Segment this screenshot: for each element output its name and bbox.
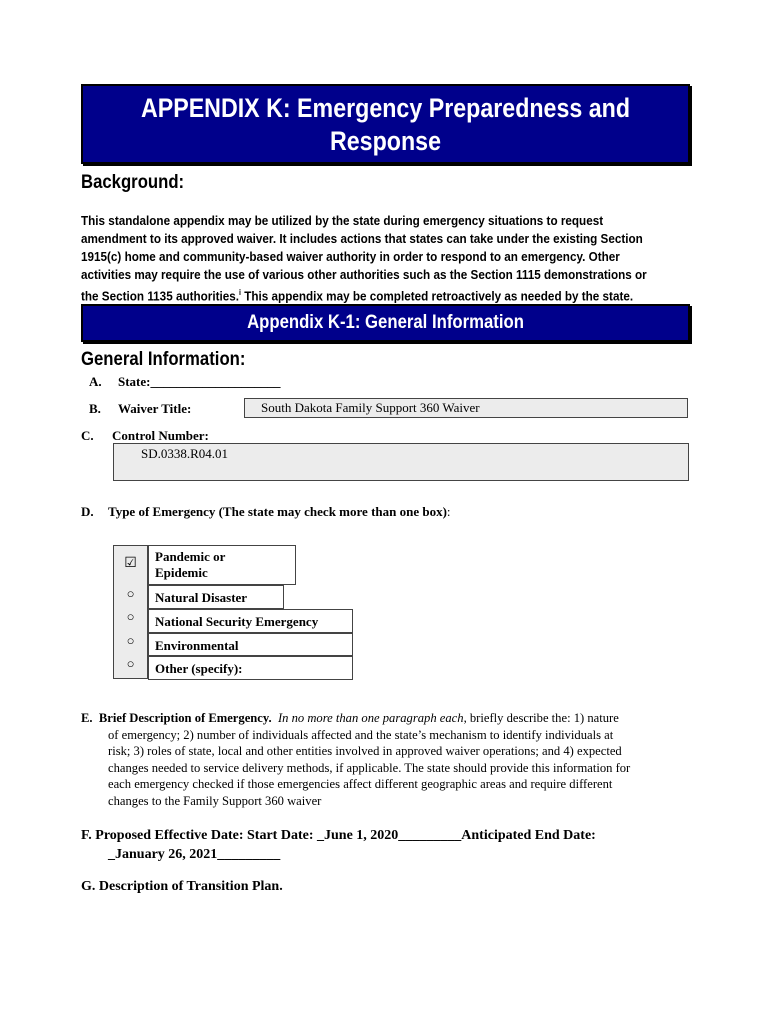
radio-icon[interactable]: ○ [126,586,135,601]
general-info-heading: General Information: [81,349,246,370]
background-line: the Section 1135 authorities.$^i$ This appendix may be completed retroactively as needed by the state. [81,288,634,304]
appendix-title [125,86,645,158]
k1-title: Appendix K-1: General Information [247,312,524,333]
section-e-body: of emergency; 2) number of individuals affected and the state’s mechanism to identify individuals at risk; 3) roles of state, local and other entities involved in approved waiver operations; and 4) expected changes needed to service delivery methods, if applicable. The state should provide this information for each emergency checked if those emergencies affect different geographic areas and require different changes to the Family Support 360 waiver [108,727,631,808]
state-field[interactable]: State:____________________ [118,374,281,389]
emergency-option-pandemic: Pandemic or Epidemic [148,545,296,585]
background-line: This standalone appendix may be utilized by the state during emergency situations to request [81,213,604,228]
appendix-title-line1: APPENDIX K: Emergency Preparedness and [140,93,631,123]
background-heading: Background: [81,172,185,193]
footnote-marker[interactable]: i [239,288,241,297]
emergency-option-natural-disaster: Natural Disaster [148,585,284,609]
control-number-field[interactable] [113,443,689,481]
background-line: amendment to its approved waiver. It includes actions that states can take under the existing Section [81,231,643,246]
background-line: activities may require the use of various other authorities such as the Section 1115 demonstrations or [81,267,647,282]
emergency-option-national-security: National Security Emergency [148,609,353,633]
appendix-title-line2: Response [330,126,441,156]
item-c-letter: C. [81,428,94,443]
section-e-paragraph [81,710,691,809]
radio-icon[interactable]: ○ [126,633,135,648]
item-b-letter: B. [89,401,101,416]
waiver-title-label: Waiver Title: [118,401,192,416]
section-f-effective-date[interactable] [81,826,691,864]
checked-checkbox-icon[interactable]: ☑ [124,556,137,571]
emergency-option-environmental: Environmental [148,633,353,656]
control-number-label: Control Number: [112,428,209,443]
emergency-option-other: Other (specify): [148,656,353,680]
item-a-letter: A. [89,374,102,389]
waiver-title-field[interactable] [244,398,688,418]
end-date-line: _January 26, 2021_________ [108,847,281,862]
background-paragraph [81,212,688,305]
section-g-transition-plan: G. Description of Transition Plan. [81,879,283,894]
start-date-line: F. Proposed Effective Date: Start Date: _June 1, 2020_________Anticipated End Date: [81,828,596,843]
background-line: 1915(c) home and community-based waiver authority in order to respond to an emergency. Other [81,249,620,264]
emergency-type-label: Type of Emergency (The state may check more than one box): [108,504,451,519]
section-e-first-line: E. Brief Description of Emergency. In no more than one paragraph each, briefly describe the: 1) nature [81,711,619,725]
item-d-letter: D. [81,504,94,519]
k1-banner [81,304,690,342]
radio-icon[interactable]: ○ [126,609,135,624]
control-number-value: SD.0338.R04.01 [141,446,229,461]
appendix-title-banner [81,84,690,164]
radio-icon[interactable]: ○ [126,656,135,671]
waiver-title-value: South Dakota Family Support 360 Waiver [261,400,480,415]
